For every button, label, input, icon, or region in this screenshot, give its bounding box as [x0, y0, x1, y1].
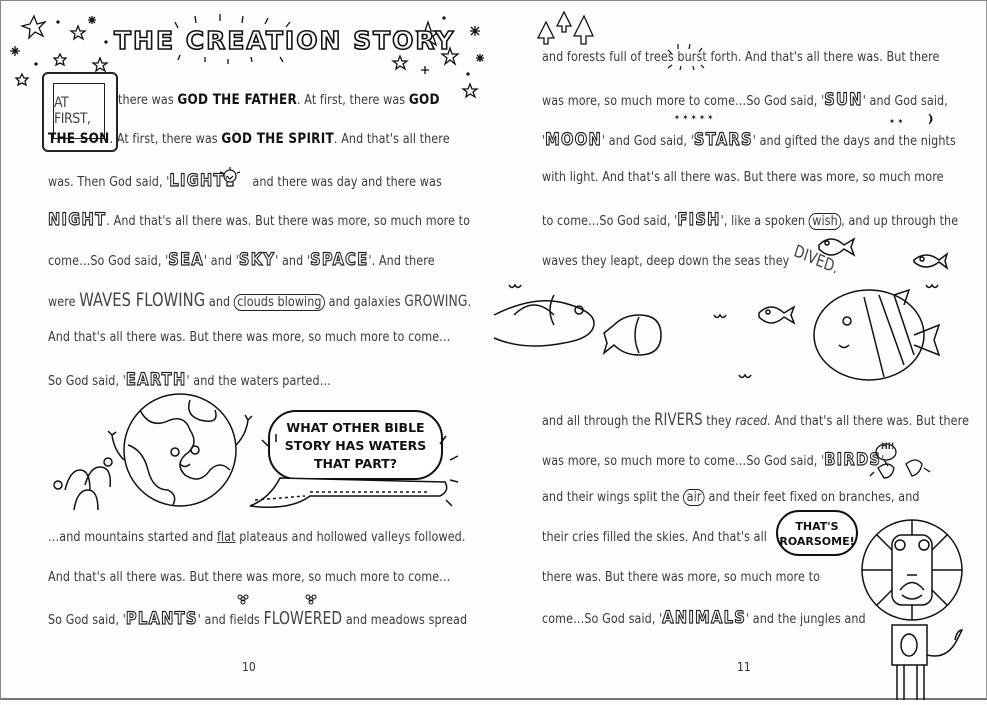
text-line-4: NIGHT. And that's all there was. But there was more, so much more to [48, 210, 471, 230]
pine-trees-icon [536, 6, 616, 46]
thought-cloud-icon: wish [809, 213, 841, 230]
text-line-8: So God said, 'EARTH' and the waters parted… [48, 370, 331, 390]
page-title: THE CREATION STORY [114, 26, 456, 55]
text-line-1: there was GOD THE FATHER. At first, there was GOD [118, 92, 440, 108]
lightbulb-icon [218, 166, 242, 190]
text-line-5: come…So God said, 'SEA' and 'SKY' and 'SPACE'. And there [48, 250, 435, 270]
svg-text:✶ ✶: ✶ ✶ [889, 117, 904, 126]
text-line-7: And that's all there was. But there was more, so much more to come… [48, 330, 451, 345]
birds-speech-text: HI! [881, 442, 895, 452]
text-line-r8: was more, so much more to come…So God said, 'BIRDS' [542, 450, 885, 470]
text-line-r11: there was. But there was more, so much more to [542, 570, 821, 585]
text-line-r9: and their wings split the air and their feet fixed on branches, and [542, 490, 920, 505]
text-line-r7: and all through the RIVERS they raced. And that's all there was. But there [542, 410, 970, 430]
text-line-r4: with light. And that's all there was. But there was more, so much more [542, 170, 944, 185]
text-line-9: …and mountains started and flat plateaus and hollowed valleys followed. [48, 530, 466, 545]
cloud-icon: clouds blowing [234, 294, 325, 311]
flowers-icon [235, 593, 335, 607]
left-page [0, 0, 493, 700]
birds-icon [866, 438, 936, 488]
text-line-r3: 'MOON' and God said, 'STARS' and gifted the days and the nights [542, 130, 956, 150]
speech-bubble-tail-icon [240, 440, 440, 510]
text-line-r2: was more, so much more to come…So God said, 'SUN' and God said, [542, 90, 948, 110]
framed-word: AT FIRST, [53, 83, 105, 139]
text-line-r10: their cries filled the skies. And that's all [542, 530, 768, 545]
speech-bubble-question: WHAT OTHER BIBLE STORY HAS WATERS THAT PART? [268, 410, 443, 480]
text-line-r5: to come…So God said, 'FISH', like a spoken wish , and up through the [542, 210, 959, 230]
text-line-6: were WAVES FLOWING and clouds blowing and galaxies GROWING. [48, 289, 472, 311]
lion-speech-bubble: THAT'S ROARSOME! [776, 510, 858, 556]
fish-group-icon [494, 235, 987, 405]
text-line-10: And that's all there was. But there was more, so much more to come… [48, 570, 451, 585]
stars-moon-icon [494, 110, 944, 130]
text-line-3: was. Then God said, 'LIGHT' and there was day and there was [48, 171, 442, 191]
text-line-11: So God said, 'PLANTS' and fields FLOWERED and meadows spread [48, 608, 468, 629]
right-page [494, 0, 987, 700]
svg-text:✶ ✶ ✶ ✶ ✶: ✶ ✶ ✶ ✶ ✶ [674, 113, 714, 122]
text-line-r12: come…So God said, 'ANIMALS' and the jungles and [542, 608, 866, 628]
page-number: 11 [737, 660, 751, 674]
page-number: 10 [242, 660, 256, 674]
text-line-2: THE SON. At first, there was GOD THE SPIRIT. And that's all there [48, 131, 450, 147]
text-line-r1: and forests full of trees burst forth. And that's all there was. But there [542, 50, 940, 65]
text-line-r6: waves they leapt, deep down the seas they DIVED. [542, 241, 841, 279]
air-cloud-icon: air [683, 489, 705, 506]
lion-icon [862, 515, 972, 705]
earth-character-icon [50, 390, 250, 520]
